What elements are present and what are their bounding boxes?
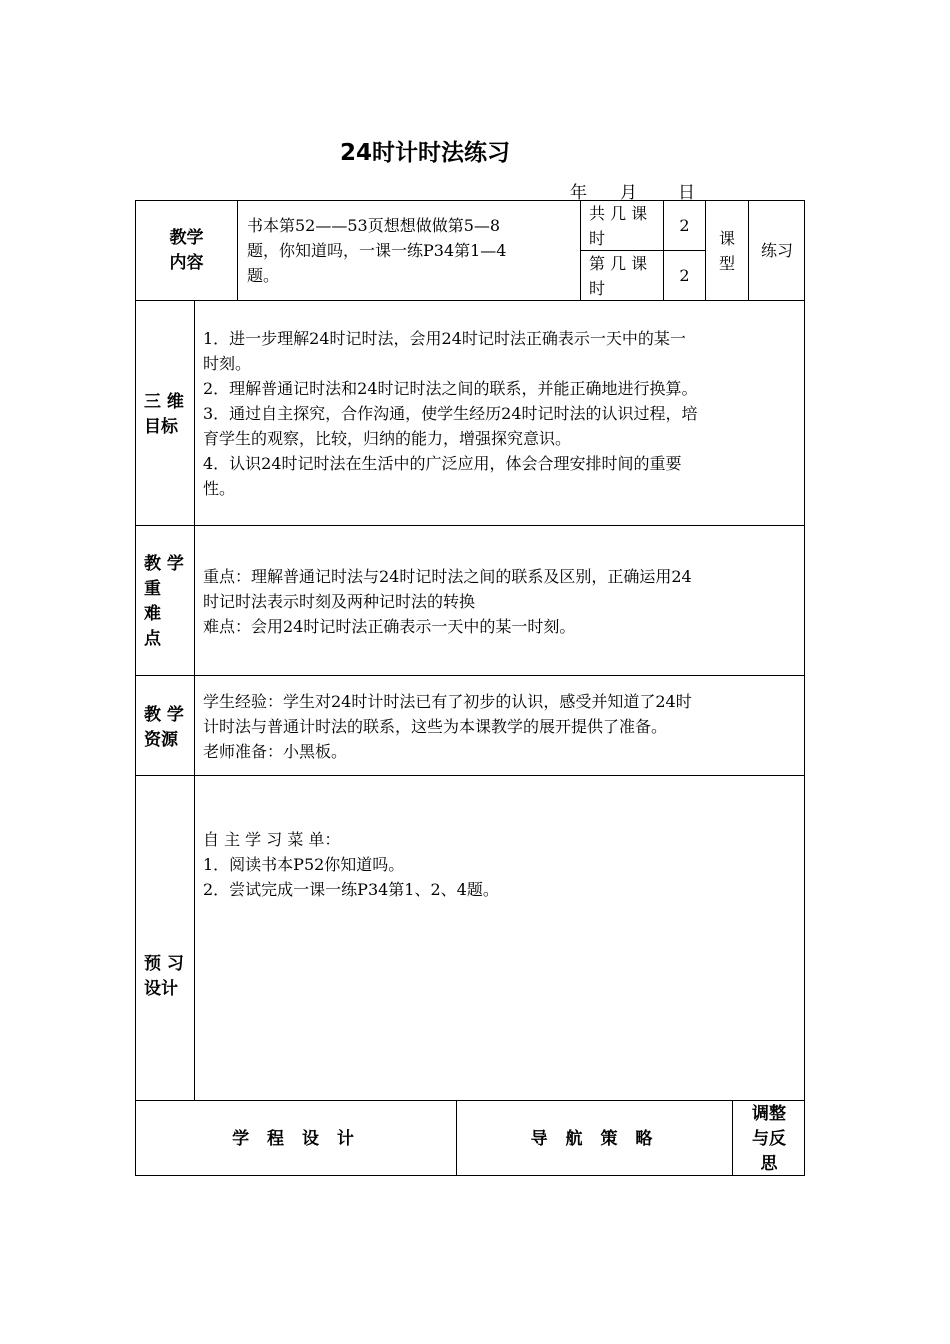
row-divider xyxy=(135,1100,805,1101)
lesson-type-label: 课 型 xyxy=(718,229,735,273)
preview-label: 预 习 设计 xyxy=(144,954,184,999)
lesson-type-value: 练习 xyxy=(760,241,793,260)
col-divider xyxy=(580,200,581,300)
keypoints-label: 教 学 重 难 点 xyxy=(144,554,184,649)
content-text: 书本第52——53页想想做做第5—8 题，你知道吗，一课一练P34第1—4 题。 xyxy=(247,216,507,285)
goals-label: 三 维 目标 xyxy=(144,392,184,437)
date-year: 年 xyxy=(570,183,587,203)
resources-text: 学生经验：学生对24时计时法已有了初步的认识，感受并知道了24时 计时法与普通计时法的联系，这些为本课教学的展开提供了准备。 老师准备：小黑板。 xyxy=(203,692,692,761)
page-title: 24时计时法练习 xyxy=(339,140,510,166)
preview-text: 自 主 学 习 菜 单： 1．阅读书本P52你知道吗。 2．尝试完成一课一练P34第1、2、4题。 xyxy=(203,830,499,899)
guidance-strategy-header: 导 航 策 略 xyxy=(530,1129,659,1149)
reflection-header: 调整 与反 思 xyxy=(752,1104,786,1174)
current-period-value: 2 xyxy=(679,266,690,285)
date-day: 日 xyxy=(678,183,695,203)
col-divider xyxy=(194,300,195,1100)
row-divider xyxy=(135,675,805,676)
row-divider xyxy=(135,525,805,526)
keypoints-text: 重点：理解普通记时法与24时记时法之间的联系及区别，正确运用24 时记时法表示时刻及两种记时法的转换 难点：会用24时记时法正确表示一天中的某一时刻。 xyxy=(203,567,692,636)
content-label: 教学 内容 xyxy=(169,228,204,273)
total-periods-label: 共 几 课 时 xyxy=(589,204,648,248)
total-periods-value: 2 xyxy=(679,216,690,235)
date-month: 月 xyxy=(620,183,637,203)
row-divider xyxy=(135,300,805,301)
col-divider xyxy=(237,200,238,300)
goals-text: 1．进一步理解24时记时法，会用24时记时法正确表示一天中的某一 时刻。 2．理解普通记时法和24时记时法之间的联系，并能正确地进行换算。 3．通过自主探究，合作沟通，使学生经历24时记时法的认识过程，培 育学生的观察，比较，归纳的能力，增强探究意识。 4．认识24时记时法在生活中的广泛应用，体会合理安排时间的重要 性。 xyxy=(203,329,698,498)
row-divider xyxy=(135,775,805,776)
resources-label: 教 学 资源 xyxy=(144,705,184,750)
current-period-label: 第 几 课 时 xyxy=(589,254,648,298)
learning-design-header: 学 程 设 计 xyxy=(232,1129,360,1149)
